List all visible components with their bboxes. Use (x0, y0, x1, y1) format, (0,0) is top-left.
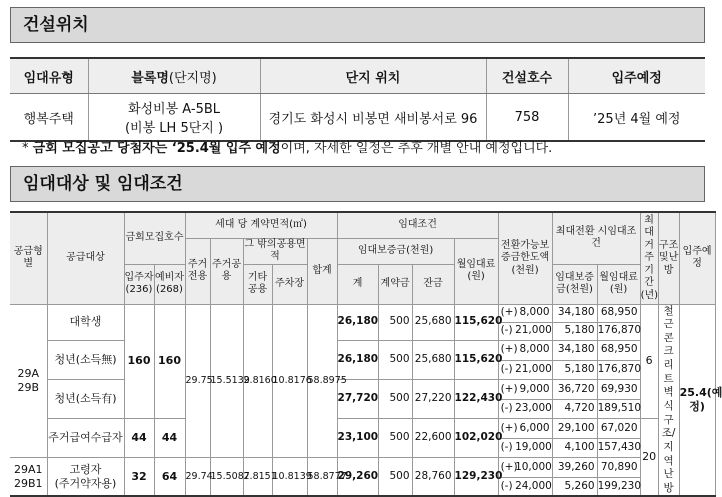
conversion-limit: 8,000 (515, 304, 552, 322)
max-rent: 67,020 (597, 418, 640, 438)
header-units: 건설호수 (486, 58, 568, 94)
header-area-total: 합계 (307, 238, 337, 304)
conversion-limit: 8,000 (515, 340, 552, 360)
area-other-29a1: 2.8151 (243, 457, 272, 496)
max-rent: 69,930 (597, 379, 640, 399)
deposit-contract: 500 (378, 304, 412, 340)
conversion-sign: (-) (498, 322, 515, 340)
area-parking-29a: 10.8176 (272, 304, 307, 457)
header-max-deposit: 임대보증금(천원) (552, 264, 597, 304)
header-max-period: 최대거주기간(년) (640, 212, 658, 304)
target-youth-no-income: 청년(소득無) (47, 340, 124, 379)
conversion-sign: (+) (498, 304, 515, 322)
units-value: 758 (486, 94, 568, 142)
max-period-elderly: 20 (640, 418, 658, 496)
location-table (10, 57, 705, 142)
recruit-main-benefit: 44 (124, 418, 154, 457)
max-rent: 68,950 (597, 340, 640, 360)
rental-type-value: 행복주택 (10, 94, 88, 142)
deposit-total: 27,720 (337, 379, 378, 418)
header-max-conversion: 최대전환 시임대조건 (552, 212, 640, 264)
conversion-sign: (-) (498, 477, 515, 496)
max-deposit: 34,180 (552, 304, 597, 322)
header-location: 단지 위치 (260, 58, 486, 94)
deposit-total: 26,180 (337, 304, 378, 340)
header-area-exclusive: 주거전용 (185, 238, 210, 304)
move-in-value: ’25년 4월 예정 (568, 94, 705, 142)
max-deposit: 39,260 (552, 457, 597, 477)
header-move-in: 입주예정 (568, 58, 705, 94)
deposit-total: 29,260 (337, 457, 378, 496)
header-target: 공급대상 (47, 212, 124, 304)
header-recruit: 금회모집호수 (124, 212, 185, 264)
notice-text: * 금회 모집공고 당첨자는 ‘25.4월 입주 예정이며, 자세한 일정은 추후 개별 안내 예정입니다. (22, 141, 553, 156)
header-deposit-contract: 계약금 (378, 264, 412, 304)
conversion-sign: (+) (498, 379, 515, 399)
recruit-reserve-benefit: 44 (154, 418, 185, 457)
header-area-common: 주거공용 (210, 238, 243, 304)
conversion-limit: 24,000 (515, 477, 552, 496)
conversion-limit: 9,000 (515, 379, 552, 399)
block-name-value: 화성비봉 A-5BL (비봉 LH 5단지 ) (88, 94, 260, 142)
header-move-in-date: 입주예정 (679, 212, 715, 304)
max-rent: 176,870 (597, 322, 640, 340)
max-deposit: 5,180 (552, 360, 597, 379)
address-value: 경기도 화성시 비봉면 새비봉서로 96 (260, 94, 486, 142)
max-deposit: 36,720 (552, 379, 597, 399)
max-deposit: 34,180 (552, 340, 597, 360)
header-rent-conditions: 임대조건 (337, 212, 498, 238)
deposit-contract: 500 (378, 418, 412, 457)
recruit-reserve-elderly: 64 (154, 457, 185, 496)
monthly-rent: 102,020 (454, 418, 498, 457)
conversion-sign: (-) (498, 438, 515, 457)
supply-type-29a: 29A 29B (10, 304, 47, 457)
header-recruit-reserve: 예비자 (268) (154, 264, 185, 304)
area-common-29a: 15.5139 (210, 304, 243, 457)
area-common-29a1: 15.5087 (210, 457, 243, 496)
max-rent: 189,510 (597, 399, 640, 418)
target-elderly: 고령자 (주거약자용) (47, 457, 124, 496)
deposit-contract: 500 (378, 457, 412, 496)
area-parking-29a1: 10.8139 (272, 457, 307, 496)
max-rent: 68,950 (597, 304, 640, 322)
recruit-main-elderly: 32 (124, 457, 154, 496)
monthly-rent: 129,230 (454, 457, 498, 496)
conversion-sign: (-) (498, 360, 515, 379)
max-deposit: 4,720 (552, 399, 597, 418)
conversion-limit: 21,000 (515, 360, 552, 379)
header-conversion-limit: 전환가능보증금한도액(천원) (498, 212, 552, 304)
rental-conditions-table (10, 211, 722, 497)
header-structure: 구조및난방 (658, 212, 679, 304)
deposit-balance: 22,600 (412, 418, 454, 457)
deposit-balance: 28,760 (412, 457, 454, 496)
max-deposit: 29,100 (552, 418, 597, 438)
conversion-limit: 21,000 (515, 322, 552, 340)
max-deposit: 4,100 (552, 438, 597, 457)
target-youth-income: 청년(소득有) (47, 379, 124, 418)
max-rent: 199,230 (597, 477, 640, 496)
header-block-name: 블록명(단지명) (88, 58, 260, 94)
header-deposit: 임대보증금(천원) (337, 238, 454, 264)
monthly-rent: 115,620 (454, 304, 498, 340)
conversion-limit: 23,000 (515, 399, 552, 418)
move-in-value: 25.4(예정) (679, 304, 715, 496)
target-student: 대학생 (47, 304, 124, 340)
deposit-contract: 500 (378, 379, 412, 418)
supply-type-29a1: 29A1 29B1 (10, 457, 47, 496)
header-deposit-total: 계 (337, 264, 378, 304)
monthly-rent: 115,620 (454, 340, 498, 379)
header-supply-type: 공급형별 (10, 212, 47, 304)
conversion-sign: (+) (498, 418, 515, 438)
conversion-limit: 19,000 (515, 438, 552, 457)
area-other-29a: 2.8160 (243, 304, 272, 457)
structure-text: 철근콘크리트벽식구조/지역난방 (658, 304, 679, 496)
section-title-location: 건설위치 (10, 7, 705, 43)
area-exclusive-29a: 29.75 (185, 304, 210, 457)
conversion-sign: (-) (498, 399, 515, 418)
header-area-other-etc: 기타공용 (243, 264, 272, 304)
header-max-rent: 월임대료(원) (597, 264, 640, 304)
deposit-contract: 500 (378, 340, 412, 379)
area-exclusive-29a1: 29.74 (185, 457, 210, 496)
conversion-limit: 10,000 (515, 457, 552, 477)
conversion-limit: 6,000 (515, 418, 552, 438)
header-area-parking: 주차장 (272, 264, 307, 304)
deposit-total: 23,100 (337, 418, 378, 457)
max-rent: 70,890 (597, 457, 640, 477)
monthly-rent: 122,430 (454, 379, 498, 418)
header-recruit-main: 입주자 (236) (124, 264, 154, 304)
deposit-total: 26,180 (337, 340, 378, 379)
area-total-29a: 58.8975 (307, 304, 337, 457)
max-deposit: 5,180 (552, 322, 597, 340)
section-title-conditions: 임대대상 및 임대조건 (10, 166, 705, 202)
max-period-young: 6 (640, 304, 658, 418)
recruit-reserve-29a: 160 (154, 304, 185, 418)
deposit-balance: 25,680 (412, 340, 454, 379)
deposit-balance: 25,680 (412, 304, 454, 340)
max-deposit: 5,260 (552, 477, 597, 496)
conversion-sign: (+) (498, 457, 515, 477)
max-rent: 157,430 (597, 438, 640, 457)
max-rent: 176,870 (597, 360, 640, 379)
area-total-29a1: 58.8777 (307, 457, 337, 496)
recruit-main-29a: 160 (124, 304, 154, 418)
header-rental-type: 임대유형 (10, 58, 88, 94)
header-area-other: 그 밖의공용면적 (244, 238, 306, 262)
header-deposit-balance: 잔금 (412, 264, 454, 304)
deposit-balance: 27,220 (412, 379, 454, 418)
header-monthly-rent: 월임대료(원) (454, 238, 498, 304)
header-area: 세대 당 계약면적(㎡) (185, 212, 337, 238)
conversion-sign: (+) (498, 340, 515, 360)
target-housing-benefit: 주거급여수급자 (47, 418, 124, 457)
